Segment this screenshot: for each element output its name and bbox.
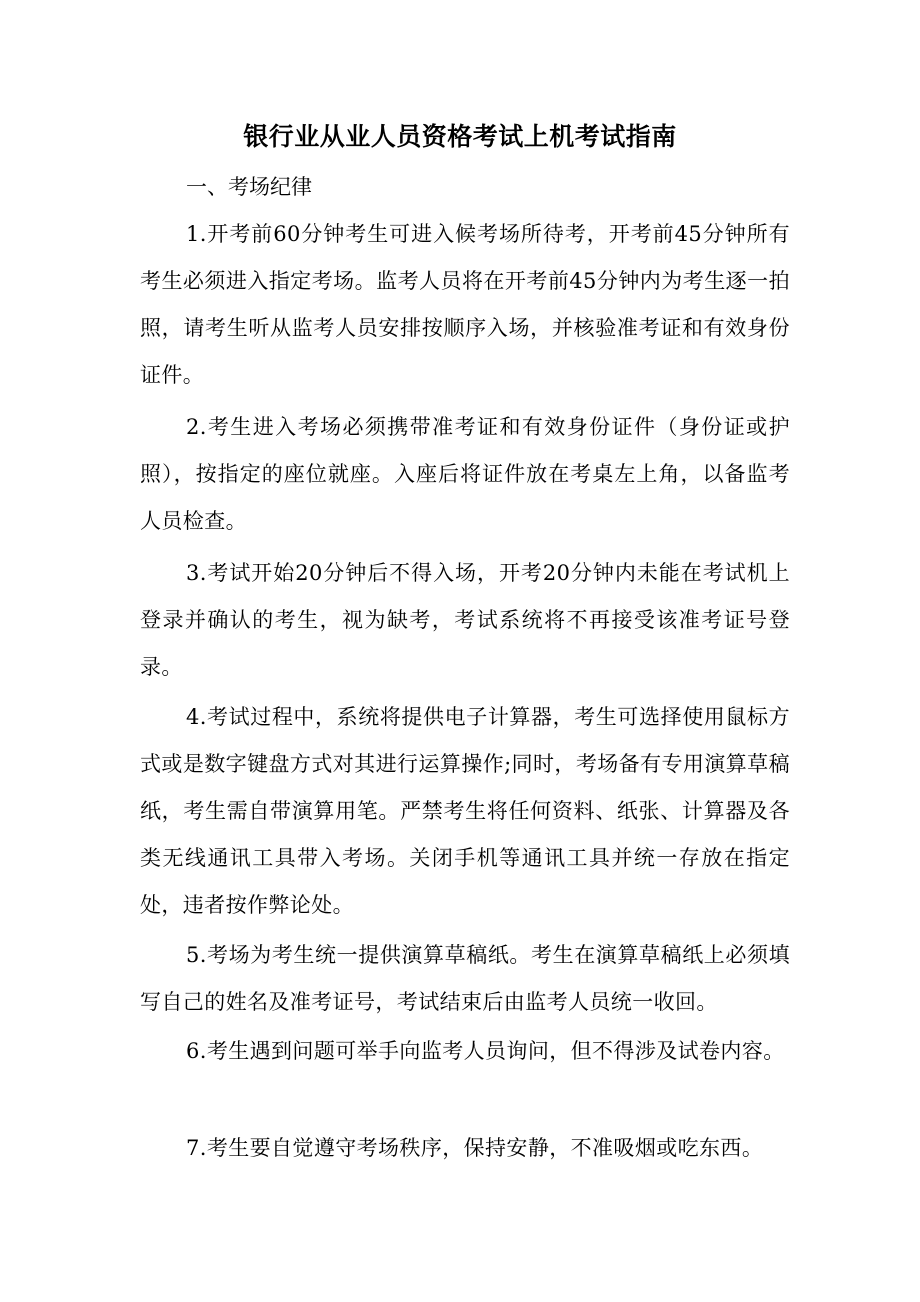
document-title: 银行业从业人员资格考试上机考试指南 bbox=[243, 122, 677, 151]
rule-paragraph-7: 7.考生要自觉遵守考场秩序，保持安静，不准吸烟或吃东西。 bbox=[186, 1136, 764, 1160]
rule-paragraph-6: 6.考生遇到问题可举手向监考人员询问，但不得涉及试卷内容。 bbox=[186, 1039, 785, 1063]
rule-paragraph-2: 2.考生进入考场必须携带准考证和有效身份证件（身份证或护照），按指定的座位就座。入座后将证件放在考桌左上角，以备监考人员检查。 bbox=[140, 415, 790, 533]
rule-paragraph-4: 4.考试过程中，系统将提供电子计算器，考生可选择使用鼠标方式或是数字键盘方式对其进行运算操作;同时，考场备有专用演算草稿纸，考生需自带演算用笔。严禁考生将任何资料、纸张、计算器及各类无线通讯工具带入考场。关闭手机等通讯工具并统一存放在指定处，违者按作弊论处。 bbox=[140, 705, 790, 917]
rule-paragraph-5: 5.考场为考生统一提供演算草稿纸。考生在演算草稿纸上必须填写自己的姓名及准考证号，考试结束后由监考人员统一收回。 bbox=[140, 943, 790, 1014]
rule-paragraph-3: 3.考试开始20分钟后不得入场，开考20分钟内未能在考试机上登录并确认的考生，视为缺考，考试系统将不再接受该准考证号登录。 bbox=[140, 561, 790, 679]
section-heading: 一、考场纪律 bbox=[186, 175, 312, 199]
rule-paragraph-1: 1.开考前60分钟考生可进入候考场所待考，开考前45分钟所有考生必须进入指定考场。监考人员将在开考前45分钟内为考生逐一拍照，请考生听从监考人员安排按顺序入场，并核验准考证和有效身份证件。 bbox=[140, 222, 790, 387]
